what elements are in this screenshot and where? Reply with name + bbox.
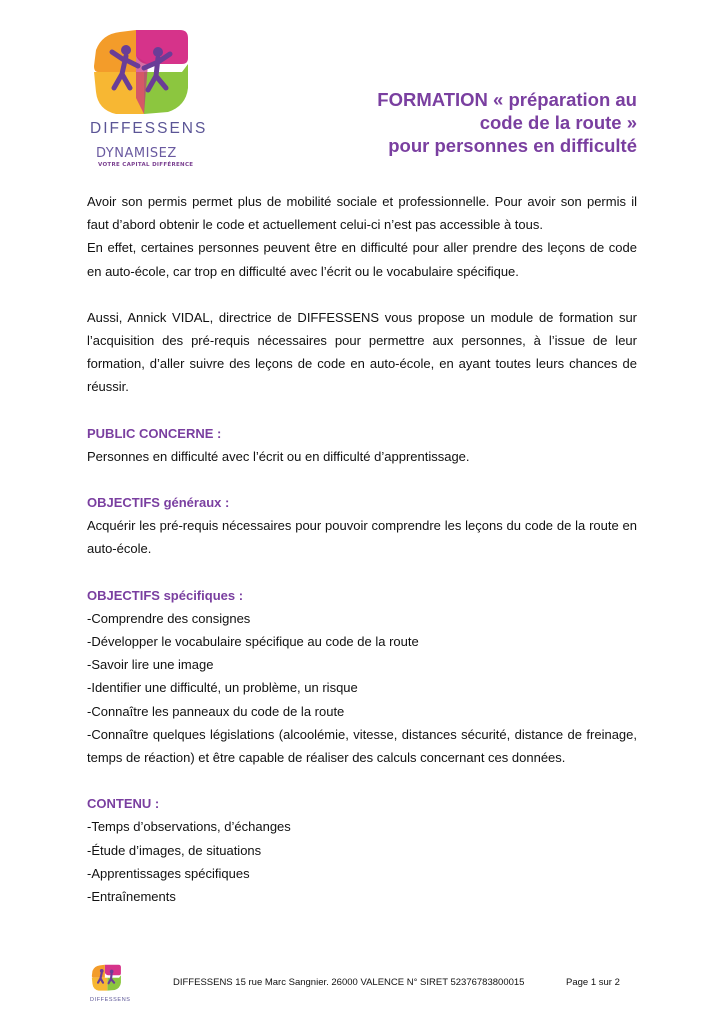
list-item: -Apprentissages spécifiques [87,865,250,881]
title-line-1: FORMATION « préparation au [377,89,637,110]
footer-logo [90,962,131,1003]
list-item: -Comprendre des consignes [87,610,251,626]
list-item: -Entraînements [87,889,176,905]
intro-paragraph-2: En effet, certaines personnes peuvent être en difficulté pour aller prendre des leçons de code en auto-école, car trop en difficulté avec l’écrit ou le vocabulaire spécifique. [87,240,637,279]
title-line-2: code de la route » [479,112,637,133]
company-logo [88,28,208,168]
logo-mark-icon [88,28,198,118]
contenu-heading: CONTENU : [87,796,160,812]
objectifs-specifiques-heading: OBJECTIFS spécifiques : [87,587,244,603]
intro-paragraph-1: Avoir son permis permet plus de mobilité sociale et professionnelle. Pour avoir son permis il faut d’abord obtenir le code et actuellement celui-ci n’est pas accessible à tous. [87,194,637,233]
logo-tagline: DYNAMISEZ [96,146,177,161]
page-footer [0,962,725,1012]
footer-address: DIFFESSENS 15 rue Marc Sangnier. 26000 VALENCE N° SIRET 52376783800015 [173,977,525,988]
footer-logo-name: DIFFESSENS [90,997,131,1003]
list-item: -Connaître les panneaux du code de la route [87,703,345,719]
objectifs-generaux-heading: OBJECTIFS généraux : [87,495,230,511]
footer-logo-mark-icon [90,962,124,994]
logo-subtagline: VOTRE CAPITAL DIFFÉRENCE [98,162,194,168]
list-item: -Savoir lire une image [87,657,214,673]
list-item: -Temps d’observations, d’échanges [87,819,291,835]
public-heading: PUBLIC CONCERNE : [87,425,222,441]
document-title [277,88,637,157]
list-item: -Étude d’images, de situations [87,842,262,858]
list-item: -Développer le vocabulaire spécifique au code de la route [87,634,419,650]
list-item: -Identifier une difficulté, un problème, un risque [87,680,358,696]
document-body [87,190,637,908]
page-number: Page 1 sur 2 [566,977,620,988]
intro-paragraph-3: Aussi, Annick VIDAL, directrice de DIFFESSENS vous propose un module de formation sur l’acquisition des pré-requis nécessaires pour permettre aux personnes, à l’issue de leur formation, d’aller suivre des leçons de code en auto-école, en ayant toutes leurs chances de réussir. [87,309,637,395]
public-text: Personnes en difficulté avec l’écrit ou en difficulté d’apprentissage. [87,448,470,464]
logo-name: DIFFESSENS [90,120,208,137]
objectifs-generaux-text: Acquérir les pré-requis nécessaires pour pouvoir comprendre les leçons du code de la route en auto-école. [87,518,637,557]
title-line-3: pour personnes en difficulté [388,135,637,156]
list-item: -Connaître quelques législations (alcoolémie, vitesse, distances sécurité, distance de freinage, temps de réaction) et être capable de réaliser des calculs concernant ces données. [87,726,637,766]
